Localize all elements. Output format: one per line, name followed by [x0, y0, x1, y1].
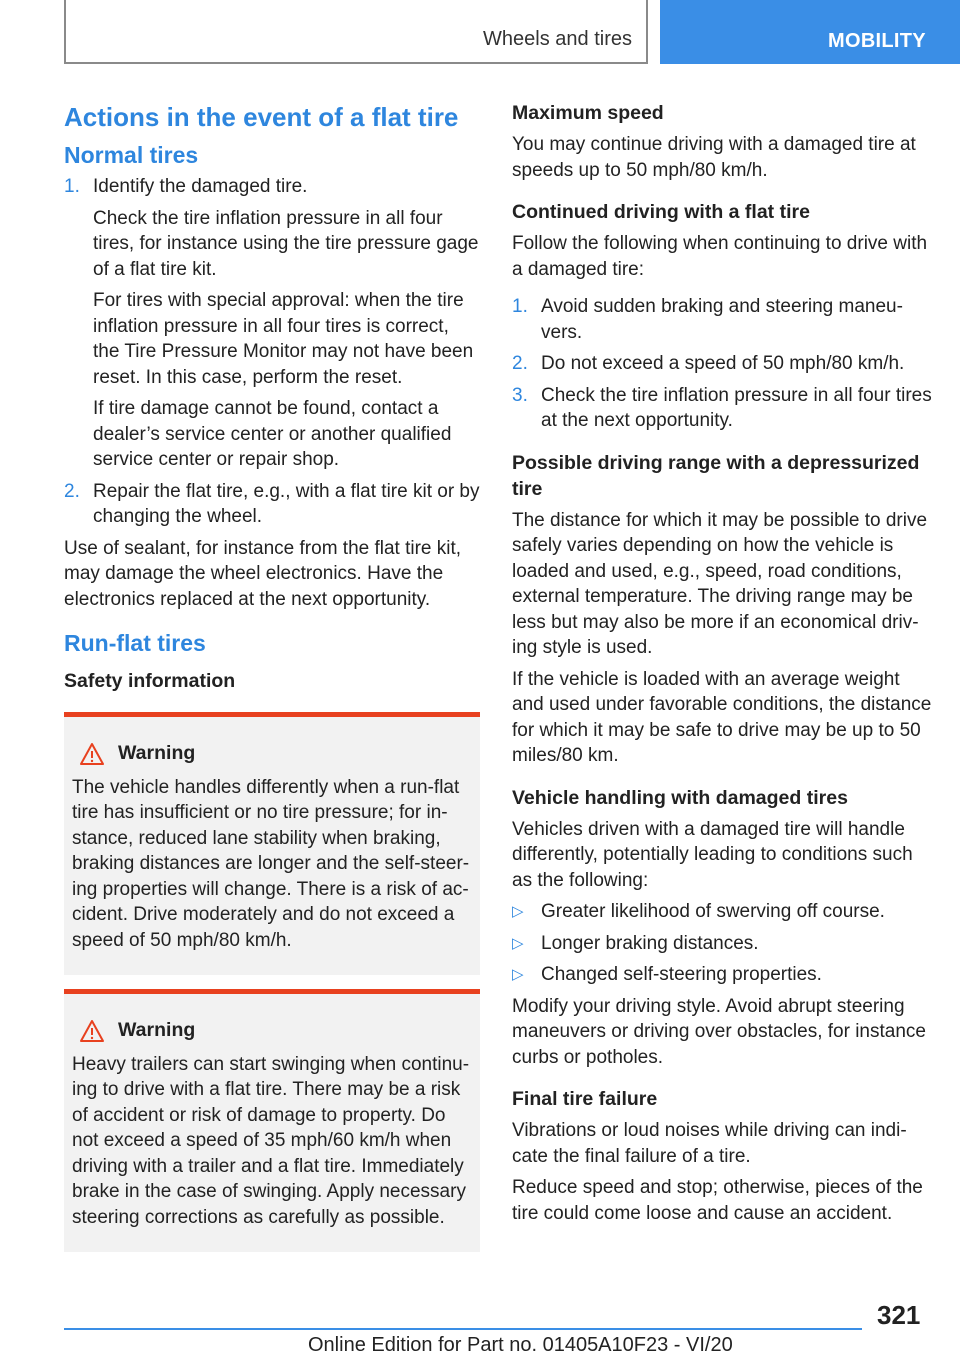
- step-text: Repair the flat tire, e.g., with a flat tire kit or by changing the wheel.: [93, 480, 480, 527]
- warning-title: Warning: [118, 1019, 196, 1041]
- continued-driving-text: Follow the following when continuing to drive with a damaged tire:: [512, 233, 928, 280]
- list-item: [512, 962, 932, 988]
- step-number: 2.: [64, 480, 80, 502]
- list-item-text: Longer braking distances.: [541, 932, 759, 954]
- list-item: [512, 899, 932, 925]
- step-number: 1.: [512, 296, 528, 317]
- run-flat-heading: Run-flat tires: [64, 630, 206, 656]
- driving-range-text: The distance for which it may be possible to drive safely varies depending on how the vehicle is loaded and used, e.g., speed, road conditions, external temperature. The driving range may be less but may also be more if an economical driving style is used.: [512, 509, 928, 658]
- step-text: Avoid sudden braking and steering maneuvers.: [541, 296, 903, 343]
- warning-box: [64, 989, 480, 1252]
- step-number: 3.: [512, 384, 528, 406]
- bullet-triangle-icon: ▷: [512, 966, 524, 983]
- step-item: [512, 351, 932, 377]
- final-failure-text: Vibrations or loud noises while driving can indicate the final failure of a tire.: [512, 1120, 907, 1167]
- step-detail: Check the tire inflation pressure in all four tires, for instance using the tire pressure gage of a flat tire kit.: [93, 207, 479, 280]
- max-speed-text: You may continue driving with a damaged tire at speeds up to 50 mph/80 km/h.: [512, 134, 916, 181]
- sealant-paragraph: Use of sealant, for instance from the flat tire kit, may damage the wheel electronics. Have the electronics replaced at the next opportunity.: [64, 537, 462, 610]
- vehicle-handling-text: Vehicles driven with a damaged tire will handle differently, potentially leading to conditions such as the following:: [512, 818, 913, 891]
- step-item: [512, 294, 932, 345]
- page-title: Actions in the event of a flat tire: [64, 102, 459, 132]
- continued-driving-heading: Continued driving with a flat tire: [512, 201, 810, 223]
- step-text: Check the tire inflation pressure in all four tires at the next opportunity.: [541, 384, 932, 431]
- max-speed-heading: Maximum speed: [512, 102, 664, 124]
- list-item-text: Changed self-steering properties.: [541, 964, 822, 985]
- warning-text: Heavy trailers can start swinging when continuing to drive with a flat tire. There may be a risk of accident or risk of damage to property. Do not exceed a speed of 35 mph/60 km/h when driving with a trailer and a flat tire. Immediately brake in the case of swinging. Apply necessary steering corrections as carefully as possible.: [72, 1053, 470, 1228]
- step-detail: For tires with special approval: when the tire inflation pressure in all four tires is correct, the Tire Pressure Monitor may not have been reset. In this case, perform the reset.: [93, 290, 474, 388]
- warning-triangle-icon: [79, 742, 105, 766]
- warning-text: The vehicle handles differently when a run-flat tire has insufficient or no tire pressure; for instance, reduced lane stability when braking, braking distances are longer and the self-steering properties will change. There is a risk of accident. Drive moderately and do not exceed a speed of 50 mph/80 km/h.: [72, 776, 470, 951]
- step-item: [64, 174, 480, 473]
- driving-range-heading: Possible driving range with a depressurized tire: [512, 451, 920, 500]
- header-chapter-tab: [660, 0, 960, 64]
- warning-title: Warning: [118, 742, 196, 764]
- step-text: Identify the damaged tire.: [93, 176, 308, 197]
- normal-tires-heading: Normal tires: [64, 142, 199, 168]
- step-item: [512, 383, 932, 434]
- step-number: 2.: [512, 353, 528, 374]
- step-item: [64, 479, 480, 530]
- footer-divider: [64, 1328, 862, 1330]
- list-item: [512, 931, 932, 957]
- warning-triangle-icon: [79, 1019, 105, 1043]
- step-text: Do not exceed a speed of 50 mph/80 km/h.: [541, 353, 905, 374]
- page-number: 321: [877, 1300, 921, 1330]
- step-number: 1.: [64, 176, 80, 197]
- right-column: [512, 100, 932, 1232]
- step-detail: If tire damage cannot be found, contact a dealer’s service center or another qualified service center or repair shop.: [93, 398, 452, 470]
- vehicle-handling-heading: Vehicle handling with damaged tires: [512, 786, 848, 809]
- list-item-text: Greater likelihood of swerving off course.: [541, 901, 885, 922]
- left-column: [64, 100, 480, 1266]
- footer-edition: Online Edition for Part no. 01405A10F23 - VI/20: [308, 1334, 733, 1356]
- header-section-box: [64, 0, 648, 64]
- final-failure-text: Reduce speed and stop; otherwise, pieces of the tire could come loose and cause an accident.: [512, 1177, 923, 1224]
- warning-box: [64, 712, 480, 975]
- bullet-triangle-icon: ▷: [512, 934, 524, 952]
- safety-info-heading: Safety information: [64, 670, 236, 692]
- header-section-title: Wheels and tires: [483, 28, 632, 50]
- header-chapter-title: MOBILITY: [828, 30, 926, 52]
- bullet-triangle-icon: ▷: [512, 903, 524, 920]
- final-failure-heading: Final tire failure: [512, 1088, 658, 1110]
- modify-driving-text: Modify your driving style. Avoid abrupt steering maneuvers or driving over obstacles, for instance curbs or potholes.: [512, 995, 926, 1068]
- driving-range-text: If the vehicle is loaded with an average weight and used under favorable conditions, the distance for which it may be safe to drive may be up to 50 miles/80 km.: [512, 668, 932, 766]
